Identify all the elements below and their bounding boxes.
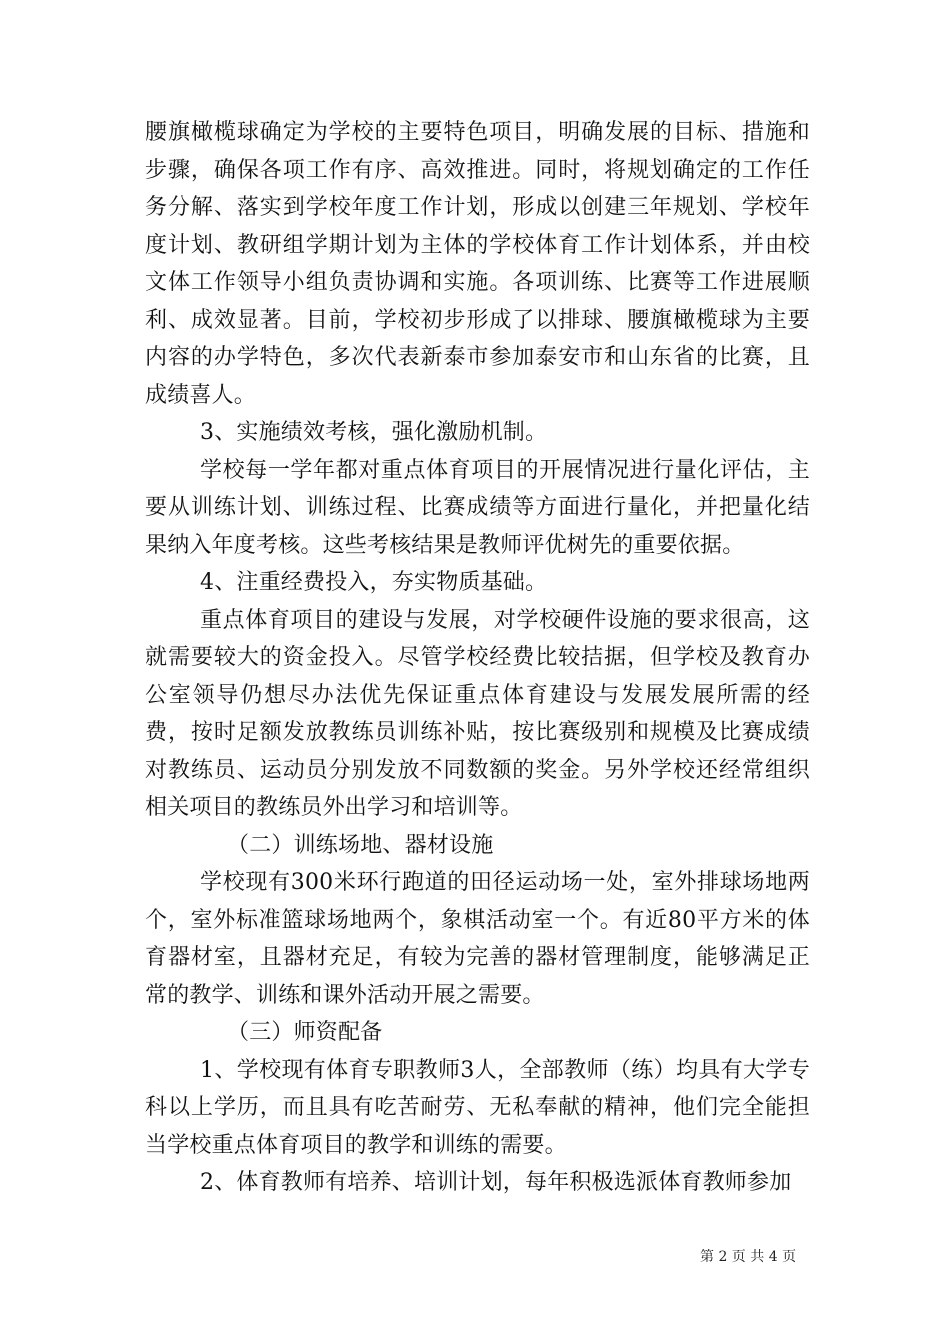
document-body	[145, 114, 810, 1202]
section-heading-funding: 4、注重经费投入，夯实物质基础。	[200, 570, 548, 595]
paragraph-facilities: 学校现有300米环行跑道的田径运动场一处，室外排球场地两个，室外标准篮球场地两个，象棋活动室一个。有近80平方米的体育器材室，且器材充足，有较为完善的器材管理制度，能够满足正常的教学、训练和课外活动开展之需要。	[145, 870, 810, 1008]
paragraph-funding: 重点体育项目的建设与发展，对学校硬件设施的要求很高，这就需要较大的资金投入。尽管学校经费比较拮据，但学校及教育办公室领导仍想尽办法优先保证重点体育建设与发展发展所需的经费，按时足额发放教练员训练补贴，按比赛级别和规模及比赛成绩对教练员、运动员分别发放不同数额的奖金。另外学校还经常组织相关项目的教练员外出学习和培训等。	[145, 607, 810, 820]
paragraph-continuation: 腰旗橄榄球确定为学校的主要特色项目，明确发展的目标、措施和步骤，确保各项工作有序、高效推进。同时，将规划确定的工作任务分解、落实到学校年度工作计划，形成以创建三年规划、学校年度计划、教研组学期计划为主体的学校体育工作计划体系，并由校文体工作领导小组负责协调和实施。各项训练、比赛等工作进展顺利、成效显著。目前，学校初步形成了以排球、腰旗橄榄球为主要内容的办学特色，多次代表新泰市参加泰安市和山东省的比赛，且成绩喜人。	[145, 120, 810, 408]
section-heading-performance: 3、实施绩效考核，强化激励机制。	[200, 420, 548, 445]
paragraph-staffing-1: 1、学校现有体育专职教师3人，全部教师（练）均具有大学专科以上学历，而且具有吃苦耐劳、无私奉献的精神，他们完全能担当学校重点体育项目的教学和训练的需要。	[145, 1057, 810, 1158]
page-number: 第 2 页 共 4 页	[700, 1249, 797, 1265]
section-heading-facilities: （二）训练场地、器材设施	[227, 832, 494, 858]
paragraph-staffing-2: 2、体育教师有培养、培训计划，每年积极选派体育教师参加	[200, 1170, 792, 1195]
paragraph-assessment: 学校每一学年都对重点体育项目的开展情况进行量化评估，主要从训练计划、训练过程、比赛成绩等方面进行量化，并把量化结果纳入年度考核。这些考核结果是教师评优树先的重要依据。	[145, 457, 810, 558]
section-heading-staffing: （三）师资配备	[227, 1020, 383, 1045]
